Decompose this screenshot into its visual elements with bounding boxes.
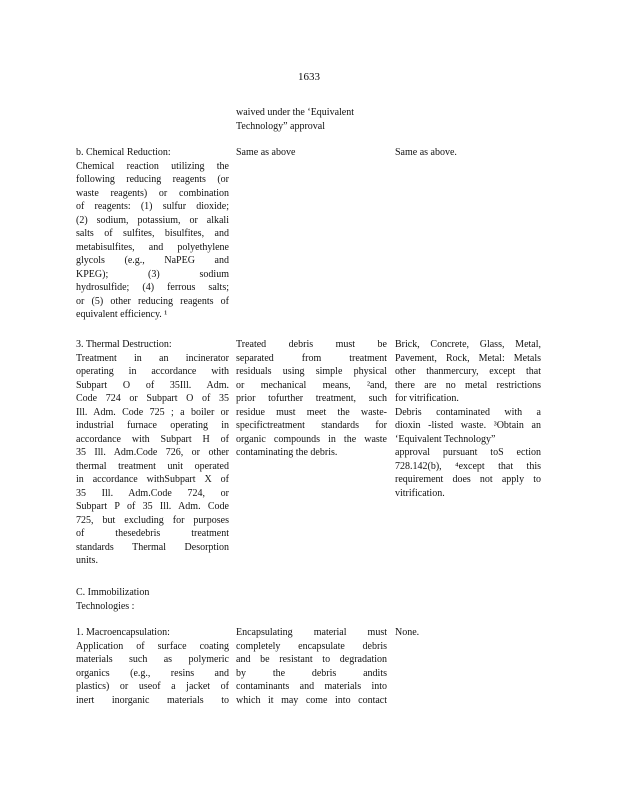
text-line: Subpart O of 35Ill. Adm. bbox=[76, 379, 229, 391]
text-line: 725, but excluding for purposes bbox=[76, 514, 229, 526]
text-line: Treated debris must be bbox=[236, 339, 387, 350]
text-line: following reducing reagents (or bbox=[76, 174, 229, 185]
text-line: contaminants and materials into bbox=[236, 681, 387, 692]
text-line: vitrification. bbox=[395, 487, 445, 499]
row1-col3 bbox=[395, 146, 541, 160]
text-line: there are no metal restrictions bbox=[395, 379, 541, 391]
text-line: standards Thermal Desorption bbox=[76, 541, 229, 553]
text-line: waived under the ‘Equivalent bbox=[236, 107, 355, 118]
text-line: waste reagents) or combination bbox=[76, 187, 229, 199]
text-line: prior tofurther treatment, such bbox=[236, 393, 387, 404]
text-line: Subpart P of 35 Ill. Adm. Code bbox=[76, 501, 229, 512]
row1-col1 bbox=[76, 146, 229, 322]
text-line: inert inorganic materials to bbox=[76, 694, 229, 706]
text-line: or mechanical means, ²and, bbox=[236, 379, 387, 391]
section-heading: Technologies : bbox=[76, 600, 135, 612]
text-line: Code 724 or Subpart O of 35 bbox=[76, 393, 229, 404]
text-line: equivalent efficiency. ¹ bbox=[76, 309, 168, 320]
text-line: 35 Ill. Adm.Code 724, or bbox=[76, 487, 229, 499]
row2-col3 bbox=[395, 338, 541, 500]
text-line: ‘Equivalent Technology” bbox=[395, 433, 496, 445]
text-line: approval pursuant toS ection bbox=[395, 447, 541, 458]
text-line: in accordance withSubpart X of bbox=[76, 474, 229, 485]
text-line: Brick, Concrete, Glass, Metal, bbox=[395, 339, 541, 350]
text-line: 1. Macroencapsulation: bbox=[76, 627, 170, 638]
text-line: KPEG); (3) sodium bbox=[76, 268, 229, 280]
row2-col1 bbox=[76, 338, 229, 568]
text-line: thermal treatment unit operated bbox=[76, 460, 229, 472]
text-line: 3. Thermal Destruction: bbox=[76, 339, 172, 350]
text-line: (2) sodium, potassium, or alkali bbox=[76, 214, 229, 226]
text-line: Application of surface coating bbox=[76, 640, 229, 652]
row1-col2 bbox=[236, 146, 387, 160]
text-line: separated from treatment bbox=[236, 352, 387, 364]
text-line: which it may come into contact bbox=[236, 694, 387, 706]
text-line: industrial furnace operating in bbox=[76, 420, 229, 431]
text-line: Encapsulating material must bbox=[236, 627, 387, 638]
text-line: operating in accordance with bbox=[76, 366, 229, 377]
text-line: Pavement, Rock, Metal: Metals bbox=[395, 352, 541, 364]
text-line: Technology” approval bbox=[236, 120, 325, 132]
text-line: residue must meet the waste- bbox=[236, 406, 387, 418]
text-line: Treatment in an incinerator bbox=[76, 352, 229, 364]
text-line: 728.142(b), ⁴except that this bbox=[395, 460, 541, 472]
text-line: by the debris andits bbox=[236, 667, 387, 679]
text-line: organics (e.g., resins and bbox=[76, 667, 229, 679]
row0-col2 bbox=[236, 106, 387, 133]
row4-col3 bbox=[395, 626, 541, 640]
text-line: specifictreatment standards for bbox=[236, 420, 387, 431]
text-line: other thanmercury, except that bbox=[395, 366, 541, 377]
text-line: Ill. Adm. Code 725 ; a boiler or bbox=[76, 406, 229, 418]
text-line: of thesedebris treatment bbox=[76, 528, 229, 539]
text-line: Chemical reaction utilizing the bbox=[76, 160, 229, 172]
text-line: glycols (e.g., NaPEG and bbox=[76, 255, 229, 266]
text-line: Same as above. bbox=[395, 147, 457, 158]
text-line: of reagents: (1) sulfur dioxide; bbox=[76, 201, 229, 212]
text-line: Debris contaminated with a bbox=[395, 406, 541, 418]
text-line: organic compounds in the waste bbox=[236, 433, 387, 445]
row4-col2 bbox=[236, 626, 387, 707]
text-line: hydrosulfide; (4) ferrous salts; bbox=[76, 282, 229, 293]
section-heading: C. Immobilization bbox=[76, 587, 150, 598]
text-line: metabisulfites, and polyethylene bbox=[76, 241, 229, 253]
text-line: requirement does not apply to bbox=[395, 474, 541, 485]
text-line: for vitrification. bbox=[395, 393, 459, 404]
text-line: accordance with Subpart H of bbox=[76, 433, 229, 445]
text-line: units. bbox=[76, 555, 98, 566]
text-line: 35 Ill. Adm.Code 726, or other bbox=[76, 447, 229, 458]
text-line: plastics) or useof a jacket of bbox=[76, 681, 229, 692]
page-number: 1633 bbox=[298, 71, 320, 83]
text-line: None. bbox=[395, 627, 420, 638]
text-line: or (5) other reducing reagents of bbox=[76, 295, 229, 307]
text-line: b. Chemical Reduction: bbox=[76, 147, 171, 158]
text-line: materials such as polymeric bbox=[76, 654, 229, 665]
row2-col2 bbox=[236, 338, 387, 460]
text-line: residuals using simple physical bbox=[236, 366, 387, 377]
text-line: contaminating the debris. bbox=[236, 447, 338, 458]
text-line: dioxin -listed waste. ³Obtain an bbox=[395, 420, 541, 431]
text-line: and be resistant to degradation bbox=[236, 654, 387, 665]
text-line: completely encapsulate debris bbox=[236, 640, 387, 652]
text-line: Same as above bbox=[236, 147, 296, 158]
row3-col1 bbox=[76, 586, 229, 613]
text-line: salts of sulfites, bisulfites, and bbox=[76, 228, 229, 239]
row4-col1 bbox=[76, 626, 229, 707]
